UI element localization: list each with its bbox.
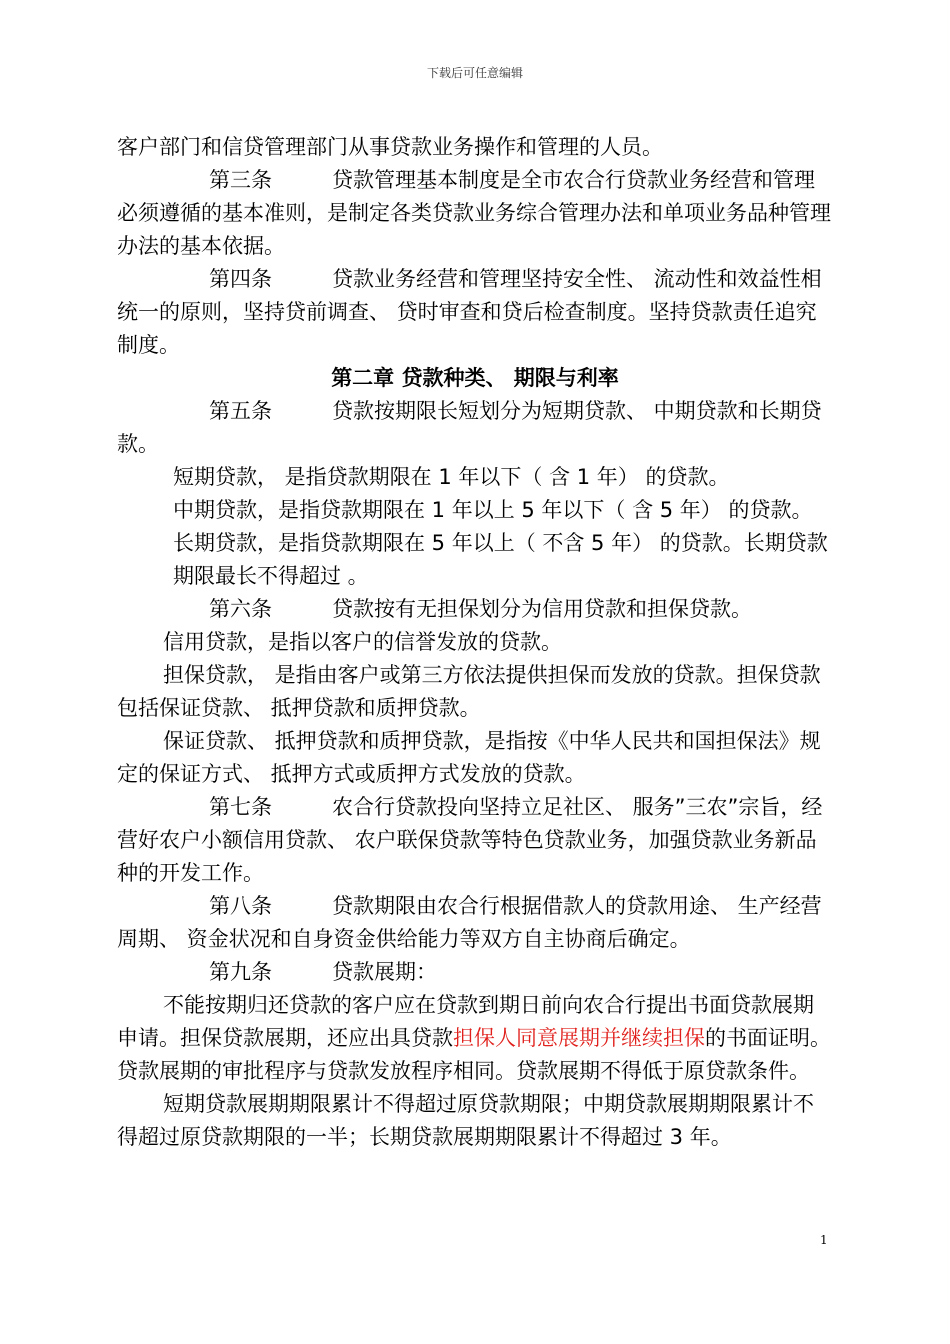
credit-loan-def: 信用贷款，是指以客户的信誉发放的贷款。 (163, 630, 562, 654)
article-3-text: 贷款管理基本制度是全市农合行贷款业务经营和管理必须遵循的基本准则，是制定各类贷款业务综合管理办法和单项业务品种管理办法的基本依据。 (117, 168, 831, 258)
extension-text-pre: 不能按期归还贷款的客户应在贷款到期日前向农合行提出书面贷款展期申请。担保贷款展期，还应出具贷款 (117, 993, 814, 1050)
article-5 (117, 395, 833, 461)
article-9 (117, 956, 833, 989)
article-7 (117, 791, 833, 890)
article-4-label: 第四条 (209, 267, 272, 291)
mid-term-def: 中期贷款，是指贷款期限在 1 年以上 5 年以下（ 含 5 年） 的贷款。 (173, 498, 813, 522)
extension-text-post: 的书面证明。贷款展期的审批程序与贷款发放程序相同。贷款展期不得低于原贷款条件。 (117, 1026, 831, 1083)
extension-paragraph-2: 短期贷款展期期限累计不得超过原贷款期限；中期贷款展期期限累计不得超过原贷款期限的一半；长期贷款展期期限累计不得超过 3 年。 (117, 1092, 814, 1149)
long-term-def: 长期贷款，是指贷款期限在 5 年以上（ 不含 5 年） 的贷款。长期贷款期限最长不得超过 。 (173, 531, 828, 588)
article-3 (117, 164, 833, 263)
article-5-label: 第五条 (209, 399, 272, 423)
extension-text-highlight: 担保人同意展期并继续担保 (453, 1026, 705, 1050)
article-7-label: 第七条 (209, 795, 272, 819)
page-number: 1 (820, 1233, 828, 1247)
article-6-label: 第六条 (209, 597, 272, 621)
guarantee-types-def: 保证贷款、 抵押贷款和质押贷款，是指按《中华人民共和国担保法》规定的保证方式、 抵押方式或质押方式发放的贷款。 (117, 729, 821, 786)
article-4-text: 贷款业务经营和管理坚持安全性、 流动性和效益性相统一的原则，坚持贷前调查、 贷时审查和贷后检查制度。坚持贷款责任追究制度。 (117, 267, 822, 357)
article-8-text: 贷款期限由农合行根据借款人的贷款用途、 生产经营周期、 资金状况和自身资金供给能力等双方自主协商后确定。 (117, 894, 822, 951)
article-6 (117, 593, 833, 626)
article-6-text: 贷款按有无担保划分为信用贷款和担保贷款。 (332, 597, 752, 621)
article-9-label: 第九条 (209, 960, 272, 984)
short-term-def: 短期贷款， 是指贷款期限在 1 年以下（ 含 1 年） 的贷款。 (173, 465, 730, 489)
article-5-text: 贷款按期限长短划分为短期贷款、 中期贷款和长期贷款。 (117, 399, 822, 456)
article-7-text: 农合行贷款投向坚持立足社区、 服务”三农”宗旨，经营好农户小额信用贷款、 农户联保贷款等特色贷款业务，加强贷款业务新品种的开发工作。 (117, 795, 823, 885)
article-9-text: 贷款展期： (332, 960, 437, 984)
article-8 (117, 890, 833, 956)
guarantee-loan-def: 担保贷款， 是指由客户或第三方依法提供担保而发放的贷款。担保贷款包括保证贷款、 抵押贷款和质押贷款。 (117, 663, 821, 720)
chapter-2-heading: 第二章 贷款种类、 期限与利率 (331, 366, 619, 390)
document-body (117, 131, 833, 1154)
paragraph-scope: 客户部门和信贷管理部门从事贷款业务操作和管理的人员。 (117, 135, 663, 159)
article-4 (117, 263, 833, 362)
article-3-label: 第三条 (209, 168, 272, 192)
extension-paragraph-1 (117, 989, 833, 1088)
page-header: 下载后可任意编辑 (426, 66, 523, 80)
article-8-label: 第八条 (209, 894, 272, 918)
